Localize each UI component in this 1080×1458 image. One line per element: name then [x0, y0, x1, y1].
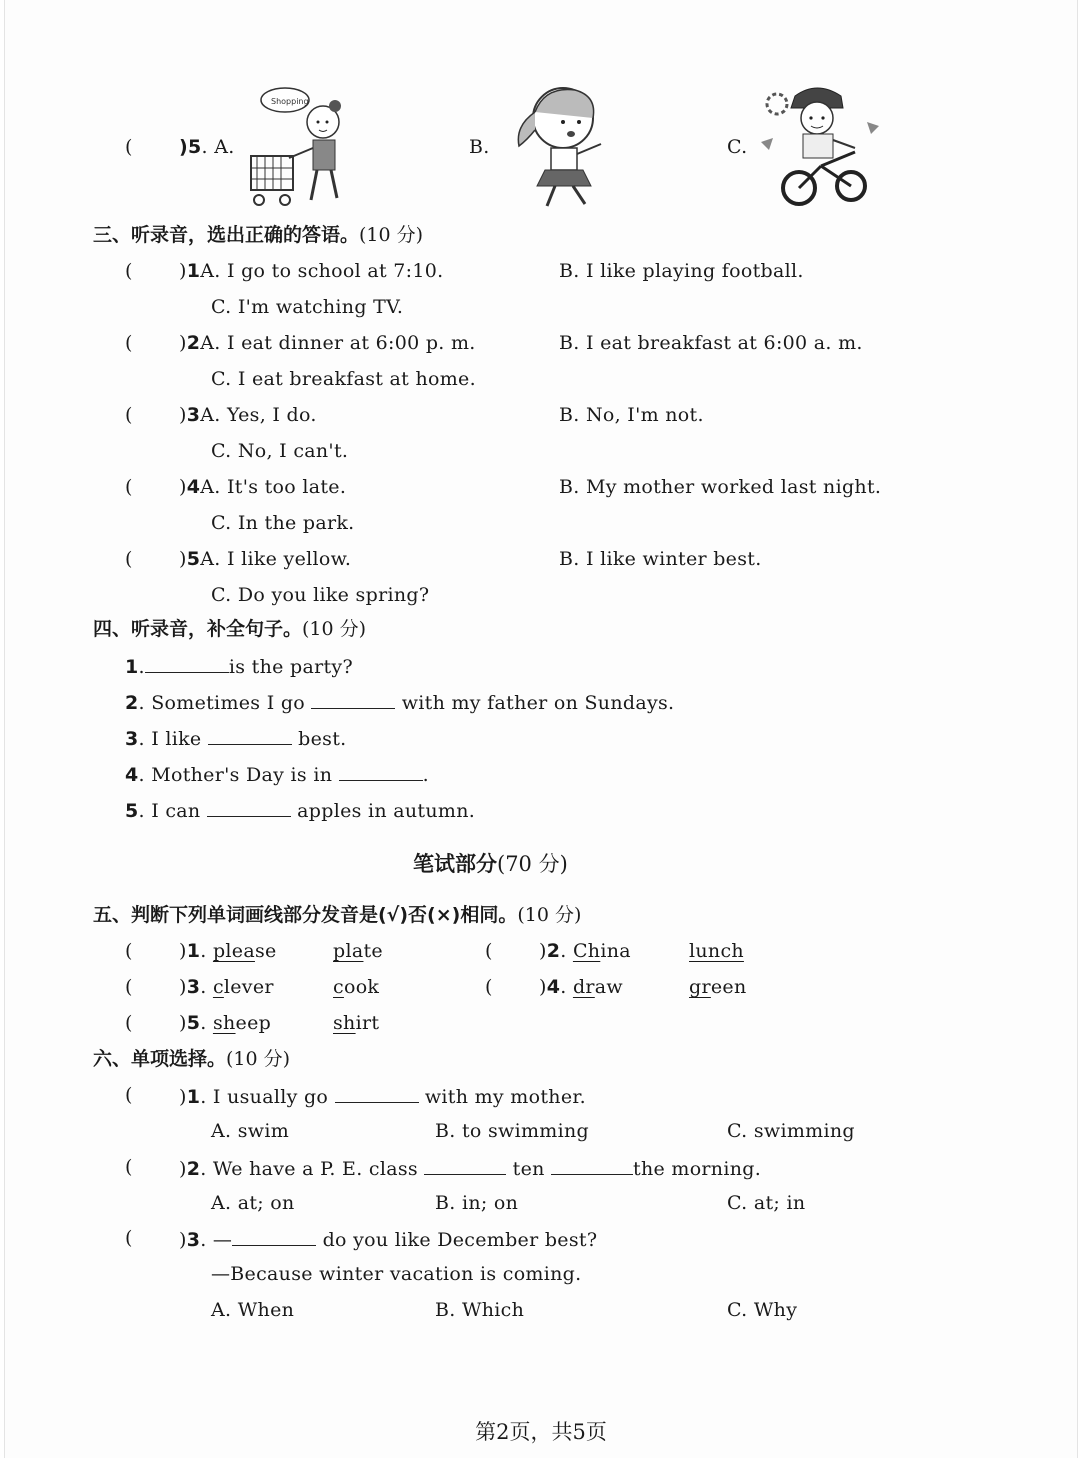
section4-title: 四、听录音，补全句子。(10 分) [93, 618, 367, 640]
section4-item-2: 2. Sometimes I go with my father on Sundays. [125, 688, 674, 716]
answer-paren[interactable]: ( [125, 476, 133, 498]
option-a-label: . A. [201, 136, 235, 158]
section6-q1-stem: )1. I usually go with my mother. [179, 1082, 586, 1110]
option-b-label: B. [469, 136, 490, 158]
fill-blank[interactable] [232, 1225, 316, 1246]
section4-item-5: 5. I can apples in autumn. [125, 796, 475, 824]
question-number: )5 [179, 136, 202, 158]
section6-q1-option-b[interactable]: B. to swimming [435, 1120, 589, 1142]
section3-q3-a: )3A. Yes, I do. [179, 404, 317, 426]
section6-q3-option-b[interactable]: B. Which [435, 1299, 525, 1321]
section5-item-2-word2: lunch [689, 940, 744, 962]
section6-q3-reply: —Because winter vacation is coming. [211, 1263, 582, 1285]
section6-q2-stem: )2. We have a P. E. class ten the morning. [179, 1154, 761, 1182]
answer-paren[interactable]: ( [485, 976, 493, 998]
section5-item-5-word2: shirt [333, 1012, 380, 1034]
section3-q4-b: B. My mother worked last night. [559, 476, 882, 498]
fill-blank[interactable] [207, 796, 291, 817]
answer-paren[interactable]: ( [485, 940, 493, 962]
exam-page [4, 0, 1078, 1458]
section3-q5-b: B. I like winter best. [559, 548, 762, 570]
section4-item-1: 1. is the party? [125, 652, 353, 680]
answer-paren[interactable]: ( [125, 260, 133, 282]
section6-q1-option-a[interactable]: A. swim [211, 1120, 290, 1142]
section3-q4-c: C. In the park. [211, 512, 355, 534]
answer-paren[interactable]: ( [125, 332, 133, 354]
section6-q2-option-c[interactable]: C. at; in [727, 1192, 806, 1214]
fill-blank[interactable] [311, 688, 395, 709]
shopping-girl-image [245, 82, 355, 210]
section6-q1-option-c[interactable]: C. swimming [727, 1120, 855, 1142]
section3-q1-b: B. I like playing football. [559, 260, 804, 282]
section3-q3-b: B. No, I'm not. [559, 404, 704, 426]
section5-item-1-word2: plate [333, 940, 383, 962]
section3-q5-c: C. Do you like spring? [211, 584, 430, 606]
page-footer: 第2页，共5页 [475, 1420, 607, 1444]
section6-q3-option-c[interactable]: C. Why [727, 1299, 798, 1321]
section5-item-2-word1: )2. China [539, 940, 631, 962]
section3-q2-b: B. I eat breakfast at 6:00 a. m. [559, 332, 863, 354]
q5-answer-paren [125, 134, 133, 160]
running-girl-image [505, 82, 615, 212]
answer-paren[interactable]: ( [125, 548, 133, 570]
answer-paren[interactable]: ( [125, 1227, 133, 1249]
section4-item-4: 4. Mother's Day is in . [125, 760, 429, 788]
section5-item-5-word1: )5. sheep [179, 1012, 272, 1034]
section6-title: 六、单项选择。(10 分) [93, 1048, 291, 1070]
answer-paren[interactable]: ( [125, 976, 133, 998]
fill-blank[interactable] [208, 724, 292, 745]
section6-q3-stem: )3. — do you like December best? [179, 1225, 597, 1253]
section3-title: 三、听录音，选出正确的答语。(10 分) [93, 224, 424, 246]
section3-q1-c: C. I'm watching TV. [211, 296, 404, 318]
section3-q5-a: )5A. I like yellow. [179, 548, 352, 570]
section4-item-3: 3. I like best. [125, 724, 347, 752]
q5-label [179, 134, 235, 160]
option-c-label: C. [727, 136, 748, 158]
section6-q2-option-b[interactable]: B. in; on [435, 1192, 519, 1214]
section5-item-3-word2: cook [333, 976, 380, 998]
svg-text:Shopping: Shopping [271, 97, 309, 106]
section5-item-4-word1: )4. draw [539, 976, 623, 998]
section5-item-4-word2: green [689, 976, 747, 998]
section6-q3-option-a[interactable]: A. When [211, 1299, 295, 1321]
section3-q1-a: )1A. I go to school at 7:10. [179, 260, 444, 282]
answer-paren[interactable]: ( [125, 1012, 133, 1034]
section5-item-3-word1: )3. clever [179, 976, 274, 998]
cycling-boy-image [755, 82, 885, 212]
fill-blank[interactable] [551, 1154, 633, 1175]
section3-q2-a: )2A. I eat dinner at 6:00 p. m. [179, 332, 476, 354]
answer-paren[interactable]: ( [125, 404, 133, 426]
section5-title: 五、判断下列单词画线部分发音是(√)否(×)相同。(10 分) [93, 904, 582, 926]
section3-q3-c: C. No, I can't. [211, 440, 349, 462]
paren-open: ( [125, 136, 133, 158]
fill-blank[interactable] [339, 760, 423, 781]
section5-item-1-word1: )1. please [179, 940, 277, 962]
fill-blank[interactable] [335, 1082, 419, 1103]
answer-paren[interactable]: ( [125, 1156, 133, 1178]
section6-q2-option-a[interactable]: A. at; on [211, 1192, 295, 1214]
answer-paren[interactable]: ( [125, 1084, 133, 1106]
section3-q4-a: )4A. It's too late. [179, 476, 347, 498]
written-part-heading: 笔试部分(70 分) [413, 852, 568, 876]
fill-blank[interactable] [145, 652, 229, 673]
answer-paren[interactable]: ( [125, 940, 133, 962]
section3-q2-c: C. I eat breakfast at home. [211, 368, 476, 390]
fill-blank[interactable] [424, 1154, 506, 1175]
